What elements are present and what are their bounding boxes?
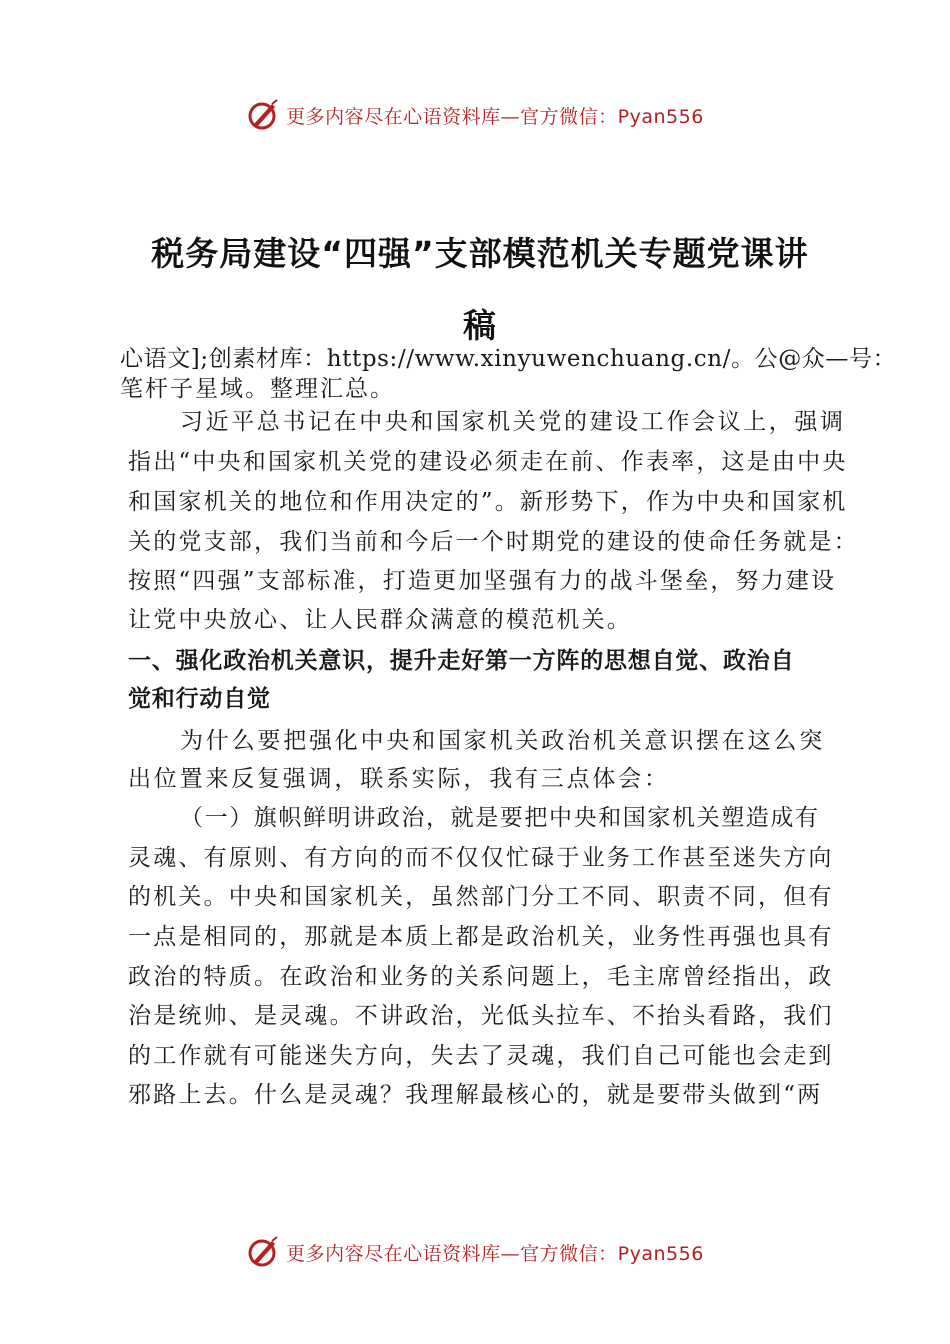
wechat-id: Pyan556 bbox=[617, 1242, 704, 1265]
body-line: 政治的特质。在政治和业务的关系问题上，毛主席曾经指出，政 bbox=[128, 964, 834, 990]
intro-line: 关的党支部，我们当前和今后一个时期党的建设的使命任务就是： bbox=[128, 529, 859, 555]
banner-text: 更多内容尽在心语资料库—官方微信：Pyan556 bbox=[286, 1242, 704, 1265]
section-heading-line1: 一、强化政治机关意识，提升走好第一方阵的思想自觉、政治自 bbox=[128, 648, 795, 674]
body-line: 一点是相同的，那就是本质上都是政治机关，业务性再强也具有 bbox=[128, 924, 834, 950]
page-title-line1: 税务局建设“四强”支部模范机关专题党课讲 bbox=[151, 234, 809, 273]
body-line: 的工作就有可能迷失方向，失去了灵魂，我们自己可能也会走到 bbox=[128, 1043, 834, 1069]
body-line: 出位置来反复强调，联系实际，我有三点体会： bbox=[128, 766, 670, 792]
page-title-line2: 稿 bbox=[463, 306, 497, 345]
banner-text: 更多内容尽在心语资料库—官方微信：Pyan556 bbox=[286, 105, 704, 128]
wechat-id: Pyan556 bbox=[617, 105, 704, 128]
body-line: （一）旗帜鲜明讲政治，就是要把中央和国家机关塑造成有 bbox=[180, 805, 820, 831]
source-note-line2: 笔杆子星域。整理汇总。 bbox=[120, 376, 395, 402]
intro-line: 让党中央放心、让人民群众满意的模范机关。 bbox=[128, 607, 632, 633]
body-line: 的机关。中央和国家机关，虽然部门分工不同、职责不同，但有 bbox=[128, 884, 834, 910]
section-heading-line2: 觉和行动自觉 bbox=[128, 686, 271, 712]
header-banner bbox=[0, 95, 950, 135]
quill-logo-icon bbox=[246, 98, 280, 132]
body-line: 为什么要把强化中央和国家机关政治机关意识摆在这么突 bbox=[180, 728, 825, 754]
intro-line: 和国家机关的地位和作用决定的”。新形势下，作为中央和国家机 bbox=[128, 489, 848, 515]
source-note-line1: 心语文];创素材库：https://www.xinyuwenchuang.cn/。公@众—号： bbox=[120, 346, 897, 372]
intro-line: 指出“中央和国家机关党的建设必须走在前、作表率，这是由中央 bbox=[128, 449, 848, 475]
intro-line: 按照“四强”支部标准，打造更加坚强有力的战斗堡垒，努力建设 bbox=[128, 568, 837, 594]
body-line: 治是统帅、是灵魂。不讲政治，光低头拉车、不抬头看路，我们 bbox=[128, 1003, 834, 1029]
body-line: 邪路上去。什么是灵魂？我理解最核心的，就是要带头做到“两 bbox=[128, 1082, 823, 1108]
body-line: 灵魂、有原则、有方向的而不仅仅忙碌于业务工作甚至迷失方向 bbox=[128, 845, 834, 871]
quill-logo-icon bbox=[246, 1235, 280, 1269]
intro-line: 习近平总书记在中央和国家机关党的建设工作会议上，强调 bbox=[180, 409, 846, 435]
footer-banner bbox=[0, 1232, 950, 1272]
